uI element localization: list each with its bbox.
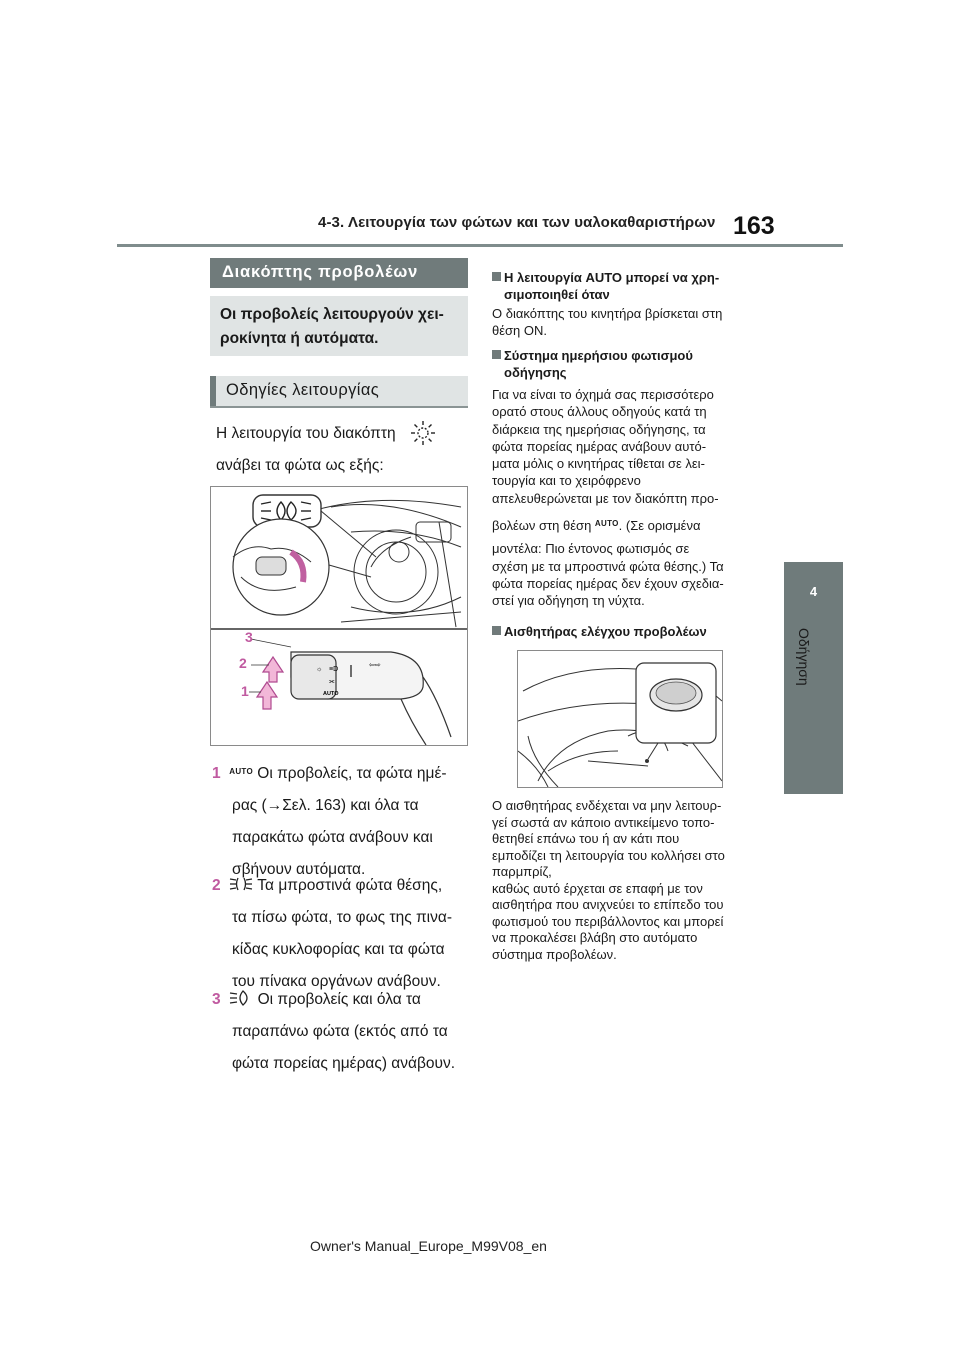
svg-text:⫘: ⫘ (329, 679, 335, 685)
heading-square-icon (492, 626, 501, 635)
drl-heading-line-2: οδήγησης (504, 364, 567, 380)
figure-label-3: 3 (245, 629, 253, 645)
footer-manual-id: Owner's Manual_Europe_M99V08_en (310, 1238, 547, 1254)
item-3-line-2: παραπάνω φώτα (εκτός από τα (232, 1023, 448, 1040)
item-1-line-3: παρακάτω φώτα ανάβουν και (232, 829, 433, 846)
svg-text:☼: ☼ (316, 666, 323, 673)
sensor-line-3: θετηθεί επάνω του ή αν κάτι που (492, 831, 680, 846)
chapter-number: 4 (809, 584, 818, 599)
item-2-number: 2 (212, 877, 221, 894)
item-1-line-1: Οι προβολείς, τα φώτα ημέ- (257, 765, 447, 782)
position-lights-icon (229, 871, 253, 885)
auto-usage-text (492, 306, 762, 339)
auto-usage-heading (492, 270, 762, 303)
item-2-line-3: κίδας κυκλοφορίας και τα φώτα (232, 941, 445, 958)
heading-square-icon (492, 350, 501, 359)
page-number: 163 (733, 212, 775, 240)
drl-line-12: στεί για οδήγηση τη νύχτα. (492, 593, 645, 609)
drl-heading (492, 348, 762, 381)
sensor-heading (492, 624, 762, 641)
drl-line-6: τουργία και το χειρόφρενο (492, 473, 641, 489)
drl-line-11: φώτα πορείας ημέρας δεν έχουν σχεδια- (492, 575, 724, 591)
drl-line-3: διάρκεια της ημερήσιας οδήγησης, τα (492, 421, 706, 437)
sun-icon (410, 420, 436, 446)
drl-line-8a: βολέων στη θέση (492, 518, 592, 534)
figure-label-1: 1 (241, 683, 249, 699)
sensor-line-1: Ο αισθητήρας ενδέχεται να μην λειτουρ- (492, 798, 722, 813)
subsection-heading-bar (210, 376, 468, 406)
sensor-line-8: φωτισμού του περιβάλλοντος και μπορεί (492, 913, 724, 929)
lead-line-1: Η λειτουργία του διακόπτη (216, 425, 396, 442)
sensor-line-10: σύστημα προβολέων. (492, 946, 617, 962)
auto-usage-heading-line-2: σιμοποιηθεί όταν (504, 286, 610, 302)
drl-line-2: ορατό στους άλλους οδηγούς κατά τη (492, 404, 707, 420)
item-2-line-2: τα πίσω φώτα, το φως της πινα- (232, 909, 452, 926)
drl-line-10: σχέση με τα μπροστινά φώτα θέσης.) Τα (492, 558, 724, 574)
header-rule (117, 244, 843, 247)
item-3-line-1: Οι προβολείς και όλα τα (257, 991, 421, 1008)
light-switch-figure (210, 486, 468, 746)
intro-box (210, 296, 468, 356)
sensor-line-9: να προκαλέσει βλάβη στο αυτόματο (492, 930, 698, 945)
section-heading: Διακόπτης προβολέων (222, 263, 419, 281)
svg-text:⇦⇨: ⇦⇨ (369, 662, 381, 669)
headlight-icon (229, 986, 253, 1002)
subsection-heading: Οδηγίες λειτουργίας (226, 381, 380, 399)
svg-text:AUTO: AUTO (323, 691, 339, 697)
drl-line-4: φώτα πορείας ημέρας ανάβουν αυτό- (492, 438, 707, 454)
auto-usage-line-2: θέση ON. (492, 322, 548, 338)
drl-line-5: ματα μόλις ο κινητήρας τίθεται σε λει- (492, 456, 705, 472)
chapter-section-title: 4-3. Λειτουργία των φώτων και των υαλοκαθαριστήρων (318, 214, 716, 231)
item-3-number: 3 (212, 991, 221, 1008)
svg-text:≡D: ≡D (329, 666, 339, 673)
section-heading-bar (210, 258, 468, 288)
item-2-line-4: του πίνακα οργάνων ανάβουν. (232, 973, 441, 990)
lead-line-2: ανάβει τα φώτα ως εξής: (216, 457, 384, 474)
drl-line-8b: . (Σε ορισμένα (618, 518, 701, 534)
drl-line-9: μοντέλα: Πιο έντονος φωτισμός σε (492, 541, 690, 557)
drl-text (492, 386, 762, 610)
item-1-line-2: ρας (→Σελ. 163) και όλα τα (232, 797, 419, 814)
item-3-line-3: φώτα πορείας ημέρας) ανάβουν. (232, 1055, 456, 1072)
auto-icon: AUTO (594, 519, 619, 529)
sensor-line-4: εμποδίζει τη λειτουργία του κολλήσει στο (492, 847, 725, 863)
item-2 (212, 870, 472, 998)
sensor-line-2: γεί σωστά αν κάποιο αντικείμενο τοπο- (492, 814, 715, 830)
figure-label-2: 2 (239, 655, 247, 671)
item-2-line-1: Τα μπροστινά φώτα θέσης, (257, 877, 443, 894)
auto-icon: AUTO (229, 767, 253, 776)
item-1-line-4: σβήνουν αυτόματα. (232, 861, 366, 878)
sensor-line-5: παρμπρίζ, (492, 864, 552, 879)
item-1-number: 1 (212, 765, 221, 782)
item-3 (212, 984, 472, 1080)
drl-line-1: Για να είναι το όχημά σας περισσότερο (492, 387, 714, 402)
intro-line-2: ροκίνητα ή αυτόματα. (220, 330, 379, 347)
drl-line-7: απελευθερώνεται με τον διακόπτη προ- (492, 490, 719, 506)
auto-usage-heading-line-1: Η λειτουργία AUTO μπορεί να χρη- (504, 270, 720, 285)
light-sensor-figure (517, 650, 723, 788)
sensor-heading-text: Αισθητήρας ελέγχου προβολέων (504, 624, 707, 639)
sensor-line-6: καθώς αυτό έρχεται σε επαφή με τον (492, 880, 703, 896)
item-1 (212, 756, 472, 886)
sensor-text (492, 798, 762, 963)
drl-heading-line-1: Σύστημα ημερήσιου φωτισμού (504, 348, 693, 363)
heading-square-icon (492, 272, 501, 281)
subsection-rule (210, 406, 468, 408)
auto-usage-line-1: Ο διακόπτης του κινητήρα βρίσκεται στη (492, 306, 723, 321)
chapter-label: Οδήγηση (796, 628, 812, 686)
sensor-line-7: αισθητήρα που ανιχνεύει το επίπεδο του (492, 897, 724, 912)
intro-line-1: Οι προβολείς λειτουργούν χει- (220, 306, 444, 323)
